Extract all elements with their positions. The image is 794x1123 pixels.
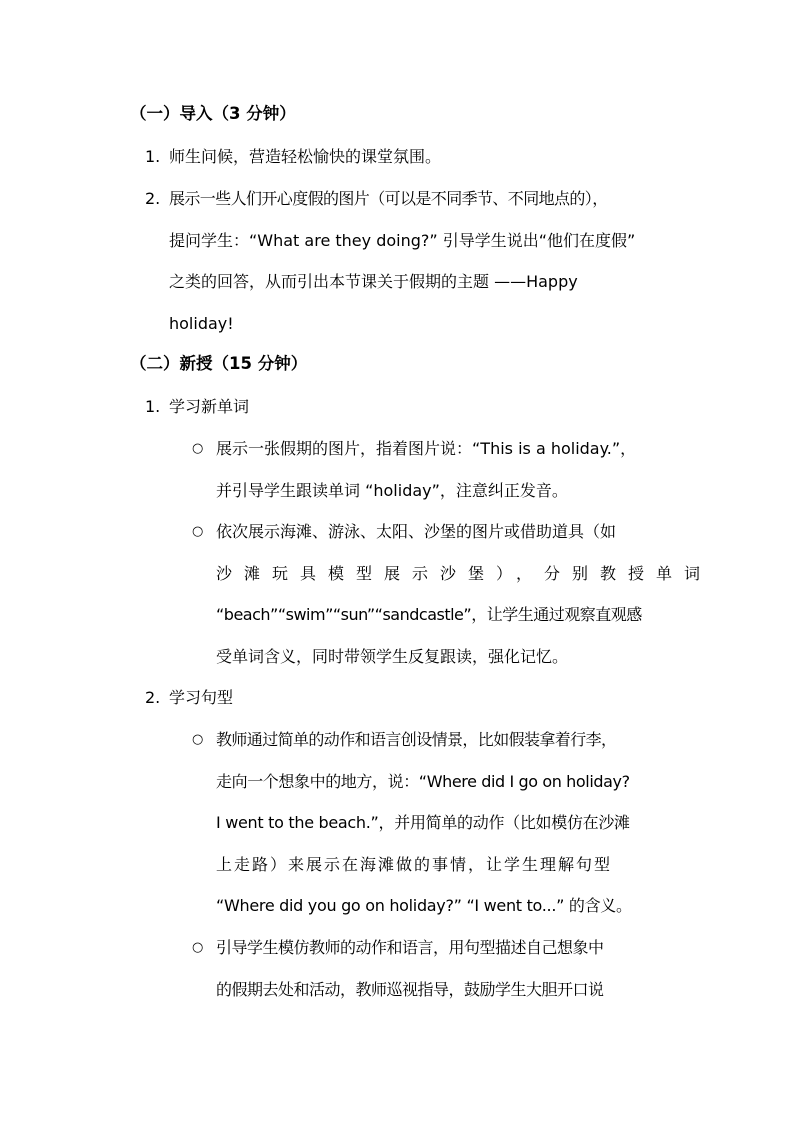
bullet-text — [216, 428, 678, 511]
text-line: 并引导学生跟读单词 “holiday”，注意纠正发音。 — [216, 480, 568, 500]
text-line: “beach”“swim”“sun”“sandcastle”，让学生通过观察直观感 — [216, 605, 642, 624]
text-line: 依次展示海滩、游泳、太阳、沙堡的图片或借助道具（如 — [216, 522, 617, 541]
circle-bullet-icon: ○ — [192, 441, 204, 456]
text-line: 学习句型 — [169, 688, 234, 707]
text-line: 引导学生模仿教师的动作和语言，用句型描述自己想象中 — [216, 938, 604, 957]
text-line: 学习新单词 — [169, 397, 250, 416]
text-line: “Where did you go on holiday?” “I went to...” 的含义。 — [216, 896, 632, 915]
text-line: 师生问候，营造轻松愉快的课堂氛围。 — [169, 147, 442, 166]
circle-bullet-icon: ○ — [192, 940, 204, 955]
list-item-text — [169, 136, 689, 178]
text-line: 之类的回答，从而引出本节课关于假期的主题 ——Happy — [169, 272, 578, 291]
bullet-text — [216, 719, 678, 927]
list-number: 1. — [145, 397, 161, 416]
text-line: I went to the beach.”，并用简单的动作（比如模仿在沙滩 — [216, 813, 630, 832]
circle-bullet-icon: ○ — [192, 524, 204, 539]
text-line: 展示一些人们开心度假的图片（可以是不同季节、不同地点的）， — [169, 189, 608, 208]
list-item-label — [169, 677, 689, 719]
text-line: 上走路）来展示在海滩做的事情，让学生理解句型 — [216, 854, 613, 874]
text-line: 教师通过简单的动作和语言创设情景，比如假装拿着行李， — [216, 730, 617, 749]
list-number: 2. — [145, 688, 161, 707]
list-item-text — [169, 178, 689, 344]
text-line: 走向一个想象中的地方，说：“Where did I go on holiday? — [216, 771, 630, 791]
text-line: 沙滩玩具模型展示沙堡），分别教授单词 — [216, 563, 713, 583]
section-heading-intro: （一）导入（3 分钟） — [130, 104, 296, 123]
text-line: holiday! — [169, 313, 234, 333]
list-number: 2. — [145, 189, 161, 208]
list-item-label — [169, 386, 689, 428]
text-line: 受单词含义，同时带领学生反复跟读，强化记忆。 — [216, 646, 569, 666]
text-line: 的假期去处和活动，教师巡视指导，鼓励学生大胆开口说 — [216, 979, 604, 999]
text-line: 展示一张假期的图片，指着图片说：“This is a holiday.”， — [216, 439, 637, 458]
bullet-text — [216, 511, 713, 677]
section-heading-new-teaching: （二）新授（15 分钟） — [130, 354, 308, 373]
circle-bullet-icon: ○ — [192, 732, 204, 747]
text-line: 提问学生：“What are they doing?” 引导学生说出“他们在度假” — [169, 230, 636, 250]
list-number: 1. — [145, 147, 161, 166]
bullet-text — [216, 927, 678, 1010]
